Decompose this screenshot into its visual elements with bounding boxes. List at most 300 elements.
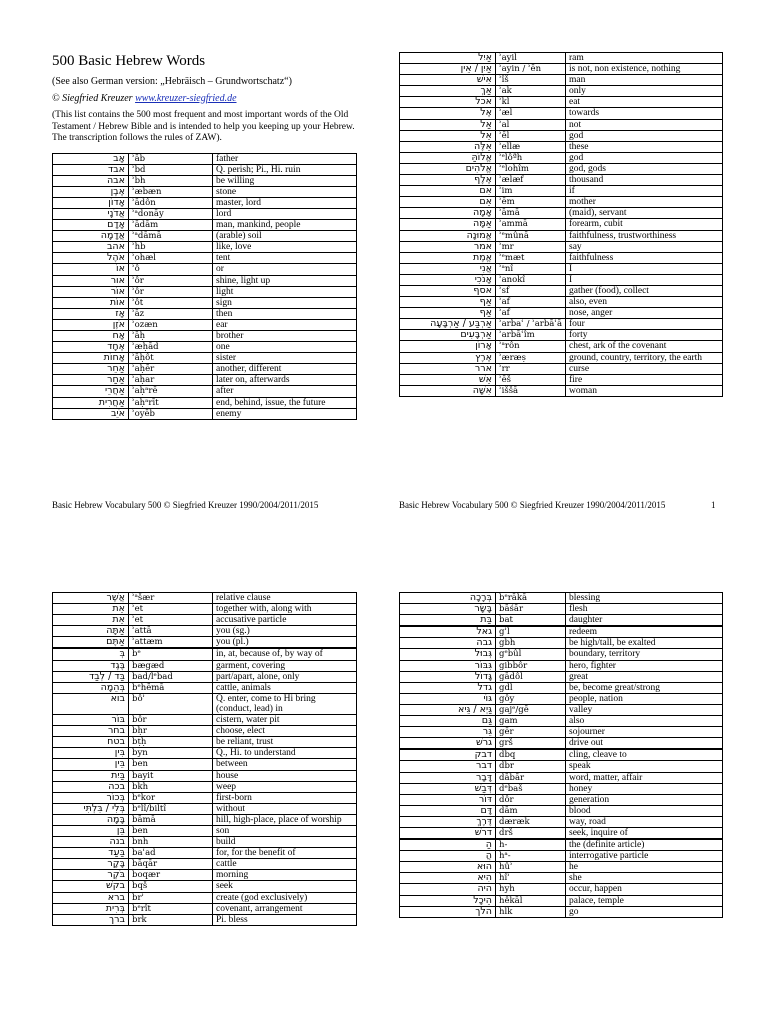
hebrew-word: בָּקָר (53, 859, 129, 870)
vocab-row (53, 231, 357, 242)
hebrew-word: דבק (400, 750, 496, 761)
meaning: for, for the benefit of (213, 848, 357, 859)
hebrew-word: אֱמוּנָה (400, 230, 496, 241)
meaning: build (213, 837, 357, 848)
hebrew-word: דֶּרֶךְ (400, 816, 496, 827)
transcription: dbr (496, 761, 566, 772)
transcription: ʾæḥād (129, 342, 213, 353)
hebrew-word: אַחֲרִית (53, 397, 129, 408)
meaning: enemy (213, 408, 357, 419)
hebrew-word: בָּמָה (53, 814, 129, 825)
hebrew-word: גִּבּוֹר (400, 660, 496, 671)
transcription: hîʾ (496, 873, 566, 884)
vocab-row (53, 331, 357, 342)
vocab-row (53, 175, 357, 186)
meaning: part/apart, alone, only (213, 671, 357, 682)
vocab-row (400, 638, 723, 649)
meaning: garment, covering (213, 660, 357, 671)
hebrew-word: אַרְבַּע / אַרְבָּעָה (400, 319, 496, 330)
meaning: forearm, cubit (566, 219, 723, 230)
meaning: cattle, animals (213, 682, 357, 693)
meaning: or (213, 264, 357, 275)
vocab-row (53, 626, 357, 637)
vocab-row (400, 895, 723, 906)
transcription: ʾæl (496, 108, 566, 119)
hebrew-word: ברא (53, 892, 129, 903)
hebrew-word: בקשׁ (53, 881, 129, 892)
hebrew-word: אֲנִי (400, 263, 496, 274)
transcription: ʾāb (129, 153, 213, 164)
transcription: bᵉlî/biltî (129, 803, 213, 814)
transcription: bnh (129, 837, 213, 848)
meaning: sojourner (566, 727, 723, 738)
website-link[interactable]: www.kreuzer-siegfried.de (135, 93, 237, 104)
transcription: ʾattæm (129, 637, 213, 648)
transcription: ʾal (496, 119, 566, 130)
transcription: ʾîš (496, 75, 566, 86)
transcription: h- (496, 840, 566, 851)
meaning: sister (213, 353, 357, 364)
meaning: like, love (213, 242, 357, 253)
hebrew-word: דָּם (400, 805, 496, 816)
hebrew-word: גֵּר (400, 727, 496, 738)
vocab-row (53, 615, 357, 626)
vocab-row (53, 881, 357, 892)
meaning: palace, temple (566, 895, 723, 906)
vocab-row (53, 308, 357, 319)
meaning: four (566, 319, 723, 330)
transcription: ʾæbæn (129, 186, 213, 197)
transcription: ʾhb (129, 242, 213, 253)
vocab-row (400, 851, 723, 862)
meaning: first-born (213, 792, 357, 803)
hebrew-word: אָמָה (400, 208, 496, 219)
hebrew-word: גּוֹי (400, 693, 496, 704)
vocab-row (400, 862, 723, 873)
vocab-row (400, 716, 723, 727)
hebrew-word: ברך (53, 914, 129, 925)
meaning: drive out (566, 738, 723, 749)
transcription: ʾēl (496, 130, 566, 141)
hebrew-word: אֶל (400, 108, 496, 119)
meaning: son (213, 825, 357, 836)
hebrew-word: אֵשׁ (400, 374, 496, 385)
meaning: eat (566, 97, 723, 108)
vocab-row (400, 75, 723, 86)
hebrew-word: אַחֵר (53, 364, 129, 375)
vocab-row (400, 97, 723, 108)
hebrew-word: בחר (53, 726, 129, 737)
vocab-row (53, 604, 357, 615)
meaning: seek (213, 881, 357, 892)
transcription: ʾsf (496, 285, 566, 296)
hebrew-word: בכה (53, 781, 129, 792)
meaning: after (213, 386, 357, 397)
vocab-row (400, 374, 723, 385)
vocab-table-1 (52, 153, 357, 420)
hebrew-word: דָּבָר (400, 772, 496, 783)
transcription: ʾādôn (129, 197, 213, 208)
meaning: great (566, 671, 723, 682)
transcription: hûʾ (496, 862, 566, 873)
transcription: ʾozæn (129, 319, 213, 330)
transcription: bayit (129, 770, 213, 781)
hebrew-word: אֲשֶׁר (53, 593, 129, 604)
hebrew-word: הַ (400, 840, 496, 851)
meaning: accusative particle (213, 615, 357, 626)
meaning: chest, ark of the covenant (566, 341, 723, 352)
hebrew-word: בְּ (53, 649, 129, 660)
hebrew-word: אֶרֶץ (400, 352, 496, 363)
hebrew-word: אַחֲרֵי (53, 386, 129, 397)
vocab-row (53, 386, 357, 397)
transcription: brʾ (129, 892, 213, 903)
meaning: way, road (566, 816, 723, 827)
transcription: ʾayin / ʾēn (496, 64, 566, 75)
vocab-row (53, 164, 357, 175)
hebrew-word: אָז (53, 308, 129, 319)
vocab-row (53, 186, 357, 197)
vocab-row (400, 86, 723, 97)
vocab-row (400, 840, 723, 851)
meaning: he (566, 862, 723, 873)
transcription: bkh (129, 781, 213, 792)
vocab-row (400, 772, 723, 783)
hebrew-word: אֹהֶל (53, 253, 129, 264)
hebrew-word: גבה (400, 638, 496, 649)
meaning: then (213, 308, 357, 319)
hebrew-word: בּוֹר (53, 715, 129, 726)
vocab-row (400, 727, 723, 738)
hebrew-word: אַרְבָּעִים (400, 330, 496, 341)
transcription: bᵉrît (129, 903, 213, 914)
hebrew-word: גַּם (400, 716, 496, 727)
meaning: you (pl.) (213, 637, 357, 648)
page-bottom-right (399, 592, 723, 918)
hebrew-word: גאל (400, 627, 496, 638)
transcription: bad/lᵉbad (129, 671, 213, 682)
hebrew-word: בַּעַד (53, 848, 129, 859)
transcription: gam (496, 716, 566, 727)
transcription: ʾbh (129, 175, 213, 186)
transcription: ʾēš (496, 374, 566, 385)
transcription: ben (129, 825, 213, 836)
hebrew-word: אֵלֶּה (400, 141, 496, 152)
meaning: hill, high-place, place of worship (213, 814, 357, 825)
hebrew-word: אָח (53, 331, 129, 342)
transcription: bᵉhēmā (129, 682, 213, 693)
hebrew-word: בָּשָׂר (400, 604, 496, 615)
meaning: say (566, 241, 723, 252)
meaning: be, become great/strong (566, 682, 723, 693)
hebrew-word: גָּדוֹל (400, 671, 496, 682)
meaning: together with, along with (213, 604, 357, 615)
transcription: ʾᵉmæt (496, 252, 566, 263)
meaning: choose, elect (213, 726, 357, 737)
vocab-row (53, 153, 357, 164)
transcription: ʾaf (496, 297, 566, 308)
vocab-row (53, 375, 357, 386)
hebrew-word: אֵם (400, 197, 496, 208)
hebrew-word: אַיִל (400, 53, 496, 64)
vocab-row (400, 308, 723, 319)
vocab-row (400, 761, 723, 772)
vocab-row (53, 297, 357, 308)
hebrew-word: אמר (400, 241, 496, 252)
meaning: curse (566, 363, 723, 374)
vocab-row (400, 750, 723, 761)
copyright-text: © Siegfried Kreuzer (52, 93, 133, 104)
meaning: light (213, 286, 357, 297)
transcription: grš (496, 738, 566, 749)
hebrew-word: אַךְ (400, 86, 496, 97)
vocab-row (53, 803, 357, 814)
vocab-row (400, 660, 723, 671)
vocab-row (400, 604, 723, 615)
transcription: gajᵉ/gē (496, 704, 566, 715)
vocab-row (400, 208, 723, 219)
page-bottom-left (52, 592, 357, 926)
transcription: ʾāḥ (129, 331, 213, 342)
transcription: bᵉrākā (496, 593, 566, 604)
hebrew-word: אֲדָמָה (53, 231, 129, 242)
vocab-row (53, 814, 357, 825)
hebrew-word: דּוֹר (400, 794, 496, 805)
vocab-row (400, 783, 723, 794)
transcription: bāmā (129, 814, 213, 825)
hebrew-word: בְּהֵמָה (53, 682, 129, 693)
transcription: byn (129, 748, 213, 759)
meaning: brother (213, 331, 357, 342)
meaning: boundary, territory (566, 649, 723, 660)
transcription: ʾᵉmûnā (496, 230, 566, 241)
vocab-row (53, 660, 357, 671)
meaning: be willing (213, 175, 357, 186)
meaning: interrogative particle (566, 851, 723, 862)
meaning: word, matter, affair (566, 772, 723, 783)
transcription: ʾet (129, 604, 213, 615)
meaning: if (566, 186, 723, 197)
meaning: house (213, 770, 357, 781)
transcription: ʾaḥar (129, 375, 213, 386)
meaning: go (566, 906, 723, 917)
vocab-row (400, 738, 723, 749)
transcription: gbh (496, 638, 566, 649)
meaning: faithfulness (566, 252, 723, 263)
transcription: dābār (496, 772, 566, 783)
meaning: blood (566, 805, 723, 816)
meaning: between (213, 759, 357, 770)
vocab-row (53, 408, 357, 419)
hebrew-word: הֵיכָל (400, 895, 496, 906)
copyright-line (52, 93, 357, 105)
meaning: honey (566, 783, 723, 794)
vocab-row (400, 615, 723, 626)
hebrew-word: אכל (400, 97, 496, 108)
meaning: ear (213, 319, 357, 330)
hebrew-word: אֱלוֹהַּ (400, 152, 496, 163)
meaning: without (213, 803, 357, 814)
vocab-row (400, 219, 723, 230)
meaning: (maid), servant (566, 208, 723, 219)
transcription: ʾᵃdonāy (129, 208, 213, 219)
transcription: bāśār (496, 604, 566, 615)
vocab-row (53, 593, 357, 604)
meaning: god, gods (566, 163, 723, 174)
meaning: daughter (566, 615, 723, 626)
hebrew-word: אִשָּׁה (400, 385, 496, 396)
transcription: ʾim (496, 186, 566, 197)
transcription: bægæd (129, 660, 213, 671)
vocab-row (400, 119, 723, 130)
hebrew-word: אָדָם (53, 220, 129, 231)
hebrew-word: אֵל (400, 130, 496, 141)
hebrew-word: ארר (400, 363, 496, 374)
transcription: gēr (496, 727, 566, 738)
meaning: these (566, 141, 723, 152)
vocab-row (400, 130, 723, 141)
vocab-row (53, 682, 357, 693)
vocab-row (53, 825, 357, 836)
meaning: be high/tall, be exalted (566, 638, 723, 649)
hebrew-word: בֹּקֶר (53, 870, 129, 881)
vocab-row (400, 330, 723, 341)
transcription: ʾattā (129, 626, 213, 637)
vocab-row (400, 906, 723, 917)
meaning: cattle (213, 859, 357, 870)
hebrew-word: בֵּן (53, 825, 129, 836)
hebrew-word: בְּכוֹר (53, 792, 129, 803)
meaning: ram (566, 53, 723, 64)
meaning: later on, afterwards (213, 375, 357, 386)
vocab-row (53, 715, 357, 726)
vocab-row (400, 794, 723, 805)
vocab-row (400, 285, 723, 296)
meaning: end, behind, issue, the future (213, 397, 357, 408)
vocab-row (53, 748, 357, 759)
hebrew-word: אָדוֹן (53, 197, 129, 208)
transcription: ʾayil (496, 53, 566, 64)
vocab-row (400, 263, 723, 274)
vocab-row (400, 816, 723, 827)
vocab-table-4 (399, 592, 723, 918)
transcription: dôr (496, 794, 566, 805)
vocab-row (400, 873, 723, 884)
vocab-row (53, 264, 357, 275)
vocab-row (400, 252, 723, 263)
meaning: only (566, 86, 723, 97)
transcription: ʾᵃdāmā (129, 231, 213, 242)
meaning: cling, cleave to (566, 750, 723, 761)
vocab-row (53, 286, 357, 297)
hebrew-word: אֲדֹנָי (53, 208, 129, 219)
transcription: gʾl (496, 627, 566, 638)
transcription: ʾanokî (496, 274, 566, 285)
meaning: also (566, 716, 723, 727)
meaning: generation (566, 794, 723, 805)
vocab-row (400, 593, 723, 604)
hebrew-word: אבד (53, 164, 129, 175)
vocab-row (400, 649, 723, 660)
meaning: not (566, 119, 723, 130)
meaning: god (566, 130, 723, 141)
transcription: hyh (496, 884, 566, 895)
hebrew-word: אַתֶּם (53, 637, 129, 648)
meaning: be reliant, trust (213, 737, 357, 748)
transcription: ʾammā (496, 219, 566, 230)
vocab-row (400, 175, 723, 186)
hebrew-word: בְּרִית (53, 903, 129, 914)
vocab-row (400, 805, 723, 816)
transcription: ʾbd (129, 164, 213, 175)
transcription: ʾellæ (496, 141, 566, 152)
transcription: ʾᵉlohîm (496, 163, 566, 174)
hebrew-word: אֵת (53, 615, 129, 626)
vocab-row (53, 364, 357, 375)
meaning: (arable) soil (213, 231, 357, 242)
transcription: bāqār (129, 859, 213, 870)
hebrew-word: אָב (53, 153, 129, 164)
vocab-row (400, 385, 723, 396)
hebrew-word: אסף (400, 285, 496, 296)
vocab-row (53, 770, 357, 781)
vocab-row (53, 848, 357, 859)
vocab-row (400, 241, 723, 252)
hebrew-word: אַף (400, 308, 496, 319)
meaning: relative clause (213, 593, 357, 604)
meaning: I (566, 274, 723, 285)
page-top-left (52, 52, 357, 420)
meaning: covenant, arrangement (213, 903, 357, 914)
meaning: flesh (566, 604, 723, 615)
vocab-row (53, 220, 357, 231)
meaning: is not, non existence, nothing (566, 64, 723, 75)
hebrew-word: אָחוֹת (53, 353, 129, 364)
vocab-row (400, 64, 723, 75)
transcription: gādôl (496, 671, 566, 682)
meaning: forty (566, 330, 723, 341)
vocab-row (53, 319, 357, 330)
transcription: gôy (496, 693, 566, 704)
hebrew-word: אֱלֹהִים (400, 163, 496, 174)
vocab-row (53, 837, 357, 848)
transcription: gᵉbûl (496, 649, 566, 660)
vocab-row (400, 141, 723, 152)
transcription: gibbôr (496, 660, 566, 671)
meaning: valley (566, 704, 723, 715)
see-also-note: (See also German version: „Hebräisch – Grundwortschatz“) (52, 76, 292, 87)
meaning: blessing (566, 593, 723, 604)
footer-left: Basic Hebrew Vocabulary 500 © Siegfried Kreuzer 1990/2004/2011/2015 (52, 500, 319, 510)
hebrew-word: אִם (400, 186, 496, 197)
vocab-row (53, 275, 357, 286)
transcription: ʾᵃrôn (496, 341, 566, 352)
transcription: ʾkl (496, 97, 566, 108)
vocab-row (400, 363, 723, 374)
vocab-row (53, 859, 357, 870)
vocab-row (400, 108, 723, 119)
vocab-row (53, 693, 357, 714)
hebrew-word: בַּת (400, 615, 496, 626)
meaning: sign (213, 297, 357, 308)
transcription: ʾāmā (496, 208, 566, 219)
hebrew-word: אֶלֶף (400, 175, 496, 186)
transcription: boqær (129, 870, 213, 881)
transcription: ʾaf (496, 308, 566, 319)
transcription: ʾmr (496, 241, 566, 252)
hebrew-word: בְּלִי / בִּלְתִּי (53, 803, 129, 814)
vocab-row (53, 637, 357, 648)
